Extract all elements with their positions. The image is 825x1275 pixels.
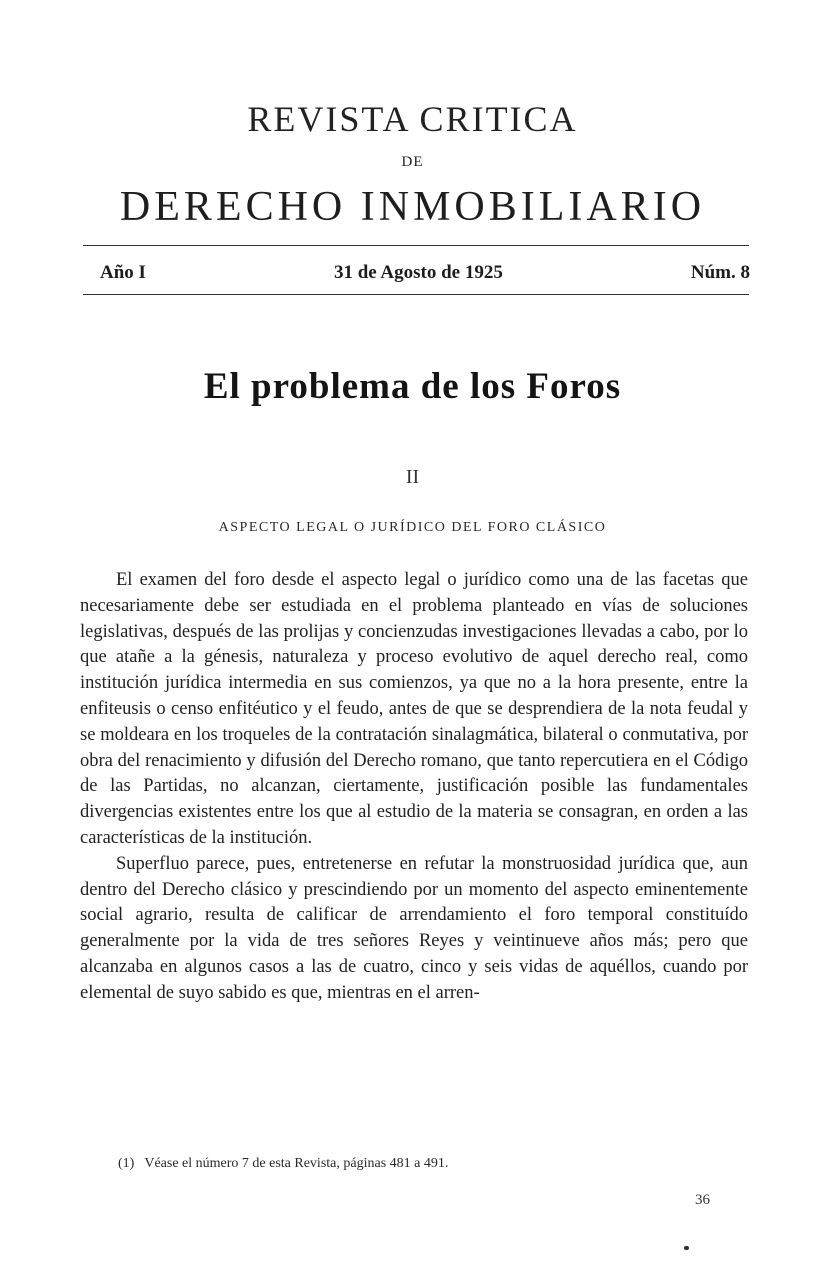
issue-date: 31 de Agosto de 1925 — [333, 262, 503, 283]
footnote-marker: (1) — [118, 1156, 135, 1171]
article-part-numeral: II — [405, 466, 420, 488]
issue-year: Año I — [100, 262, 146, 283]
footnote-text: Véase el número 7 de esta Revista, páginas 481 a 491. — [144, 1156, 449, 1171]
page-number: 36 — [695, 1192, 710, 1208]
section-heading: ASPECTO LEGAL O JURÍDICO DEL FORO CLÁSICO — [218, 520, 607, 535]
article-title: El problema de los Foros — [203, 366, 622, 407]
body-paragraph: El examen del foro desde el aspecto legal o jurídico como una de las facetas que necesariamente debe ser estudiada en el problema planteado en vías de soluciones legislativas, después de las prolijas y concienzudas investigaciones llevadas a cabo, por lo que atañe a la génesis, naturaleza y proceso evolutivo de aquel derecho real, como institución jurídica intermedia en sus comienzos, ya que no a la hora presente, entre la enfiteusis o censo enfitéutico y el feudo, antes de que se desprendiera de la nota feudal y se moldeara en los troqueles de la contratación sinalagmática, bilateral o conmutativa, por obra del renacimiento y difusión del Derecho romano, que tanto repercutiera en el Código de las Partidas, no alcanzan, ciertamente, justificación posible las fundamentales divergencias existentes entre los que al estudio de la materia se consagran, en orden a las características de la institución. — [80, 570, 748, 848]
journal-title-de: DE — [401, 154, 424, 170]
header-rule-bottom — [83, 294, 749, 295]
footnote — [118, 1156, 718, 1172]
header-rule-top — [83, 245, 749, 246]
journal-title-line2: DERECHO INMOBILIARIO — [119, 184, 706, 230]
article-body — [80, 568, 748, 1007]
print-speck — [684, 1246, 689, 1250]
journal-title-line1: REVISTA CRITICA — [247, 99, 578, 139]
issue-info-row — [100, 258, 750, 288]
issue-number: Núm. 8 — [690, 262, 750, 283]
body-paragraph: Superfluo parece, pues, entretenerse en refutar la monstruosidad jurídica que, aun dentro del Derecho clásico y prescindiendo por un momento del aspecto eminentemente social agrario, resulta de calificar de arrendamiento el foro temporal constituído generalmente por la vida de tres señores Reyes y veintinueve años más; pero que alcanzaba en algunos casos a las de cuatro, cinco y seis vidas de aquéllos, cuando por elemental de suyo sabido es que, mientras en el arren- — [80, 853, 748, 1003]
